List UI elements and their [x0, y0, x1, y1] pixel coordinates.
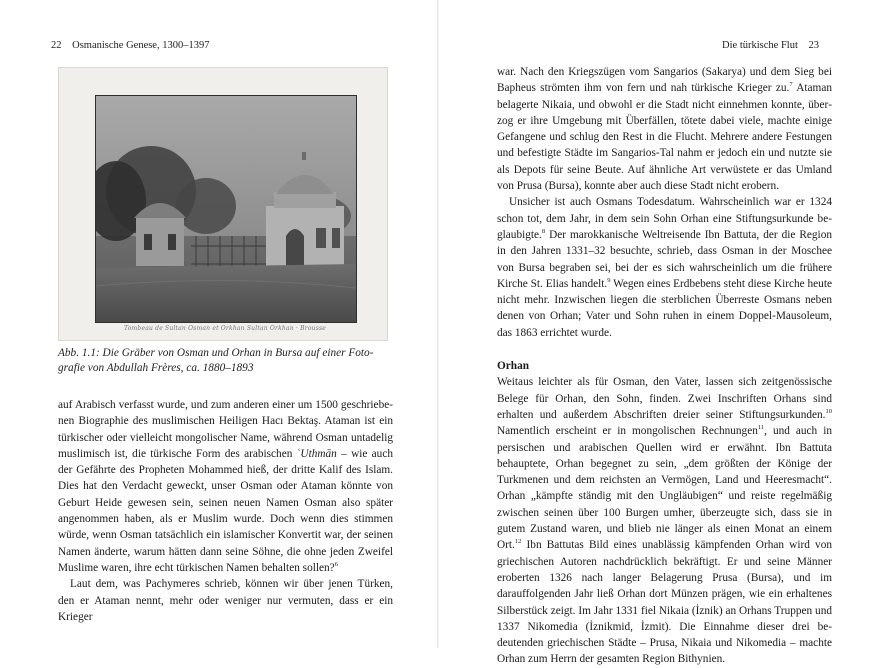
text-run: Namentlich erscheint er in mongolischen Rechnungen: [497, 425, 758, 438]
text-run: – wie auch der Gefährte des Propheten Mohammed hieß, der dritte Kalif des Islam. Dies hat den Verdacht geweckt, unser Osman oder Ataman könnte von Geburt Heide gewesen sein, seinen neuen Namen Osman also später angenommen haben, als er Muslim wurde. Doch wenn dies stimmen würde, wenn Osman tatsächlich ein islamischer Konvertit war, der seinen Namen änderte, warum hätten dann seine Söhne, die ohne jeden Zweifel Muslime waren, ihre echt türkischen Namen behalten sollen?: [58, 447, 393, 574]
section-paragraphs: [497, 374, 832, 667]
left-page-number: 22: [51, 40, 62, 51]
body-paragraph: [497, 194, 832, 341]
text-run: Unsicher ist auch Osmans Todesdatum. Wahrscheinlich war er 1324 schon tot, dem Jahr, in dem sein Sohn Orhan eine Stiftungsurkunde beglaubigte.: [497, 196, 832, 241]
footnote-ref: 8: [541, 228, 546, 236]
left-running-head: [43, 40, 209, 51]
text-run: Laut dem, was Pachymeres schrieb, können wir über jenen Türken, den er Ataman nennt, mehr oder weniger nur vermuten, dass er ein Krieger: [58, 578, 393, 623]
left-running-title: Osmanische Genese, 1300–1397: [72, 40, 210, 51]
text-run: Ataman belagerte Nikaia, und obwohl er die Stadt nicht einnehmen konnte, überzog er ihre Umgebung mit Überfällen, tötete dabei viele, machte einige Gefangene und schlug den Rest in die Flucht. Mehrere andere Festungen und befestigte Städte im Sangarios-Tal nahm er jedoch ein und nutzte sie als Depots für seine Beute. Auf ähnliche Art verwüstete er das Umland von Prusa (Bursa), konnte aber auch diese Stadt nicht erobern.: [497, 82, 832, 193]
left-page: [0, 0, 438, 648]
text-run: Weitaus leichter als für Osman, den Vater, lassen sich zeitgenössische Belege für Orhan, den Sohn, finden. Zwei Inschriften Orhans sind erhalten und außerdem Abschriften dreier seiner Stiftungsurkunden.: [497, 376, 832, 421]
right-paragraphs: [497, 64, 832, 341]
text-run: Ibn Battutas Bild eines unablässig kämpfenden Orhan wird von griechischen Autoren nachdrücklich bekräftigt. Er und seine Männer eroberten 1326 nach langer Belagerung Prusa (Bursa), und im darauffolgenden Jahr ließ Orhan dort Münzen prägen, wie ein erhaltenes Silberstück zeigt. Im Jahr 1331 fiel Nikaia (İznik) an Orhans Truppen und 1337 Nikomedia (İznikmid, İzmit). Die Einnahme dieser drei bedeutenden griechischen Städte – Prusa, Nikaia und Nikomedia – machte Orhan zum Herrn der gesamten Region Bithynien.: [497, 539, 832, 666]
footnote-ref: 12: [514, 538, 522, 546]
text-run: war. Nach den Kriegszügen vom Sangarios (Sakarya) und dem Sieg bei Bapheus strömten ihm von fern und nah türkische Krieger zu.: [497, 66, 832, 95]
right-page-number: 23: [808, 40, 819, 51]
text-run: , und auch in persischen und arabischen Quellen wird er erwähnt. Ibn Battuta behauptete, Orhan begegnet zu sein, „dem größten der Könige der Turkmenen und dem reichsten an Vermögen, Land und Heeresmacht“. Orhan „kämpfte ständig mit den Ungläubigen“ und reiste regelmäßig zwischen seinen über 100 Burgen umher, überzeugte sich, dass sie in gutem Zustand waren, und blieb nie länger als einen Monat an einem Ort.: [497, 425, 832, 552]
mausoleum-photograph: [95, 95, 357, 323]
right-body-text: [497, 64, 832, 668]
section-heading: Orhan: [497, 360, 530, 373]
right-page: [439, 0, 877, 666]
text-run: Der marokkanische Weltreisende Ibn Battuta, der die Region in den Jahren 1331–32 besuchte, schrieb, dass Osman in der Moschee von Bursa begraben sei, bei der es sich wahrscheinlich um die frühere Kirche St. Elias handelt.: [497, 228, 832, 290]
body-paragraph: [497, 64, 832, 194]
footnote-ref: 11: [757, 424, 765, 432]
footnote-ref: 6: [334, 561, 338, 569]
right-running-head: [722, 40, 827, 51]
mausoleum-illustration: [96, 96, 356, 322]
photo-inscription: Tombeau de Sultan Osman et Orkhan Sultan Orkhan · Brousse: [123, 325, 327, 332]
figure-caption: Abb. 1.1: Die Gräber von Osman und Orhan in Bursa auf einer Fotografie von Abdullah Frères, ca. 1880–1893: [58, 347, 374, 374]
text-run: auf Arabisch verfasst wurde, und zum anderen einer um 1500 geschriebenen Biographie des muslimischen Heiligen Hacı Bektaş. Ataman ist ein türkischer oder vielleicht mongolischer Name, während Osman untadelig muslimisch ist, die türkische Form des arabischen: [58, 399, 393, 460]
text-run: Wegen eines Erdbebens steht diese Kirche heute nicht mehr. Inzwischen liegen die sterblichen Überreste Osmans neben denen von Orhan; Vater und Sohn ruhen in einem Doppel-Mausoleum, das 1863 errichtet wurde.: [497, 277, 832, 339]
figure-mount: [58, 67, 388, 341]
right-running-title: Die türkische Flut: [722, 40, 798, 51]
footnote-ref: 10: [825, 408, 832, 416]
body-paragraph: [497, 374, 832, 667]
footnote-ref: 7: [789, 81, 793, 89]
italic-term: ʿUthmān: [296, 447, 337, 460]
body-paragraph: [58, 576, 393, 625]
footnote-ref: 9: [607, 277, 611, 285]
body-paragraph: [58, 397, 393, 576]
left-body-text: [58, 397, 393, 625]
